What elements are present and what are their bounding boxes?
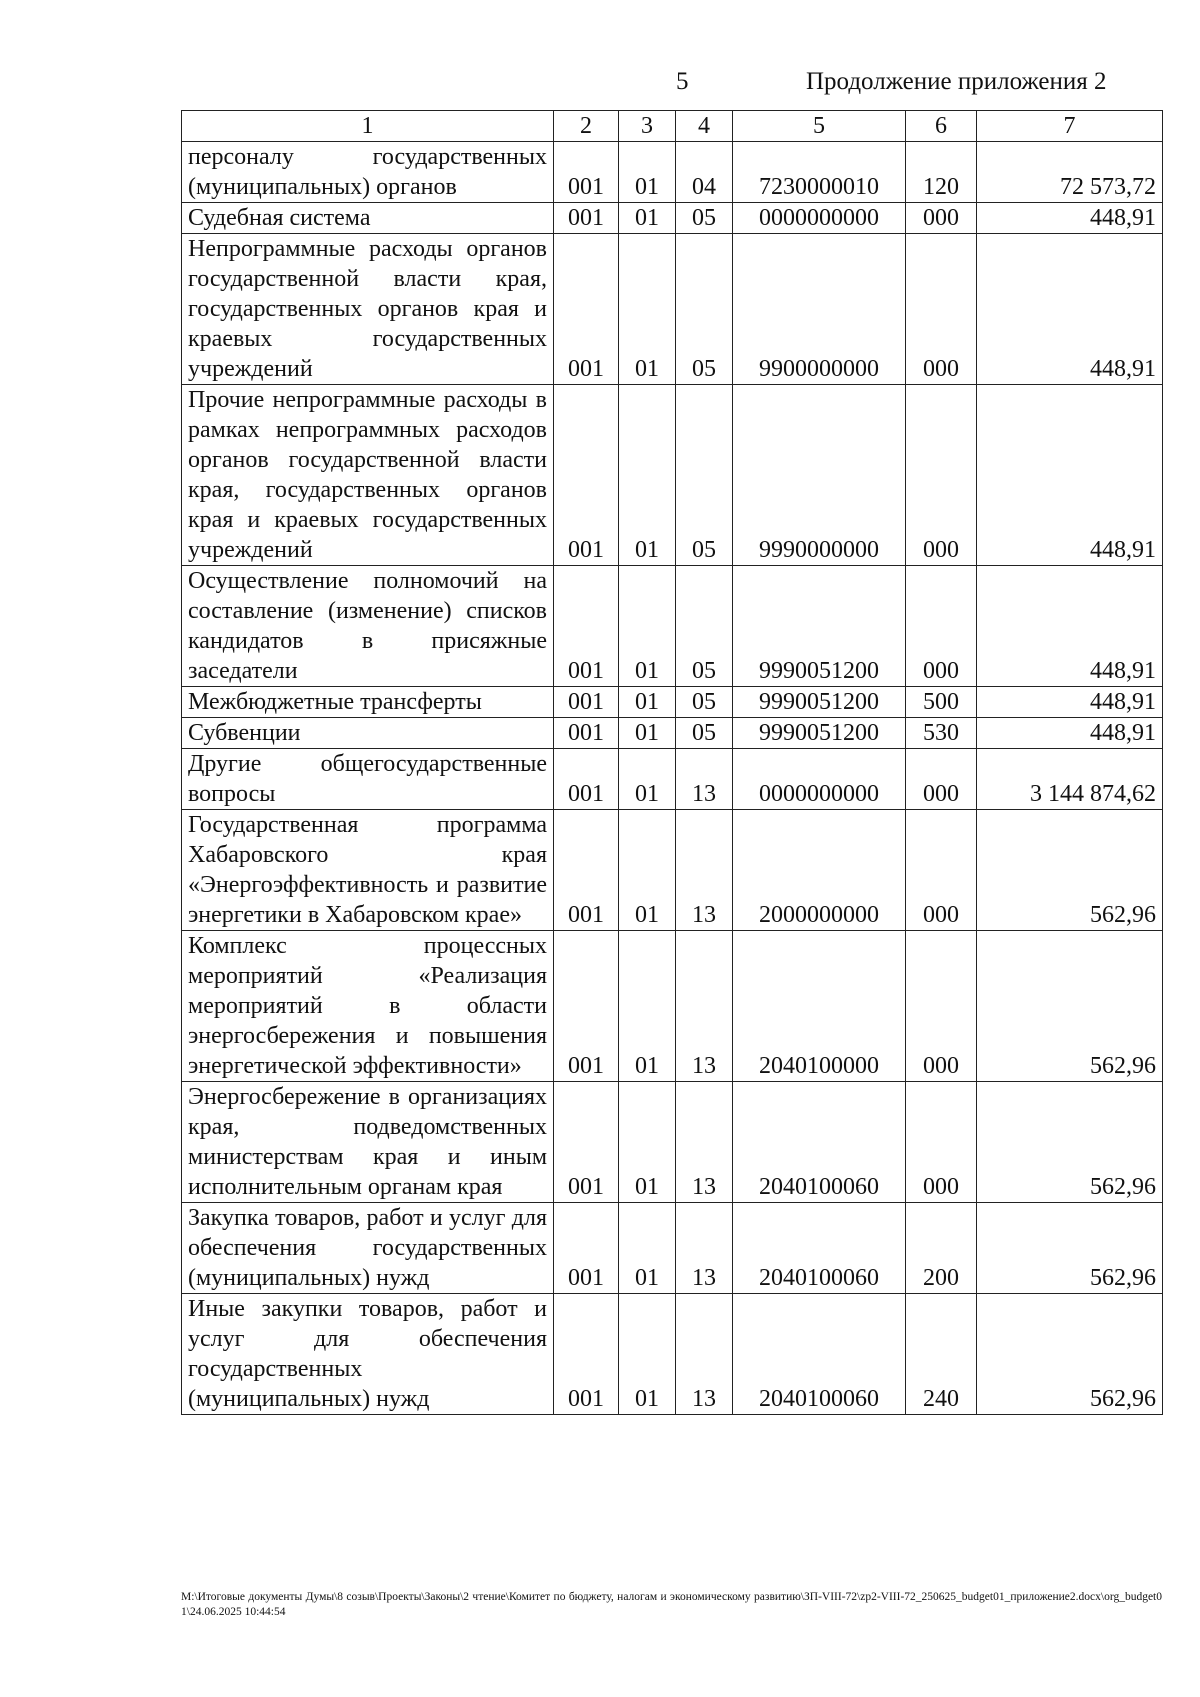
table-row (182, 687, 1163, 718)
row-amount: 562,96 (977, 810, 1163, 931)
budget-table (181, 110, 1163, 1415)
row-code-5: 0000000000 (733, 203, 906, 234)
row-code-6: 000 (906, 566, 977, 687)
row-description: Комплекс процессных мероприятий «Реализация мероприятий в области энергосбережения и повышения энергетической эффективности» (182, 931, 554, 1082)
row-code-6: 000 (906, 1082, 977, 1203)
row-code-4: 13 (676, 749, 733, 810)
row-code-3: 01 (619, 142, 676, 203)
row-code-5: 9990051200 (733, 566, 906, 687)
row-amount: 448,91 (977, 718, 1163, 749)
table-row (182, 234, 1163, 385)
row-code-3: 01 (619, 234, 676, 385)
table-row (182, 1082, 1163, 1203)
row-description: Закупка товаров, работ и услуг для обеспечения государственных (муниципальных) нужд (182, 1203, 554, 1294)
table-row (182, 142, 1163, 203)
row-code-4: 05 (676, 566, 733, 687)
row-description: Государственная программа Хабаровского края «Энергоэффективность и развитие энергетики в Хабаровском крае» (182, 810, 554, 931)
row-code-3: 01 (619, 749, 676, 810)
row-code-5: 2040100000 (733, 931, 906, 1082)
row-code-2: 001 (554, 203, 619, 234)
row-amount: 562,96 (977, 1082, 1163, 1203)
row-code-4: 05 (676, 687, 733, 718)
row-code-3: 01 (619, 687, 676, 718)
row-code-2: 001 (554, 566, 619, 687)
column-header: 6 (906, 111, 977, 142)
row-description: персоналу государственных (муниципальных) органов (182, 142, 554, 203)
row-code-3: 01 (619, 1082, 676, 1203)
row-code-4: 13 (676, 1294, 733, 1415)
row-description: Прочие непрограммные расходы в рамках непрограммных расходов органов государственной власти края, государственных органов края и краевых государственных учреждений (182, 385, 554, 566)
row-description: Судебная система (182, 203, 554, 234)
row-amount: 72 573,72 (977, 142, 1163, 203)
row-code-2: 001 (554, 810, 619, 931)
row-code-6: 200 (906, 1203, 977, 1294)
table-row (182, 749, 1163, 810)
row-code-6: 500 (906, 687, 977, 718)
continuation-label: Продолжение приложения 2 (806, 68, 1107, 95)
column-header: 2 (554, 111, 619, 142)
row-amount: 448,91 (977, 234, 1163, 385)
row-amount: 562,96 (977, 931, 1163, 1082)
row-code-4: 05 (676, 234, 733, 385)
row-code-2: 001 (554, 234, 619, 385)
row-code-5: 7230000010 (733, 142, 906, 203)
table-row (182, 931, 1163, 1082)
row-code-2: 001 (554, 385, 619, 566)
table-row (182, 810, 1163, 931)
row-code-5: 2040100060 (733, 1203, 906, 1294)
column-header: 4 (676, 111, 733, 142)
row-code-2: 001 (554, 142, 619, 203)
row-amount: 562,96 (977, 1294, 1163, 1415)
row-code-6: 240 (906, 1294, 977, 1415)
column-header: 3 (619, 111, 676, 142)
table-row (182, 718, 1163, 749)
table-row (182, 566, 1163, 687)
row-code-3: 01 (619, 385, 676, 566)
table-row (182, 385, 1163, 566)
row-code-2: 001 (554, 1082, 619, 1203)
table-header-row (182, 111, 1163, 142)
row-code-3: 01 (619, 566, 676, 687)
row-code-4: 13 (676, 1082, 733, 1203)
row-code-5: 9900000000 (733, 234, 906, 385)
row-code-2: 001 (554, 718, 619, 749)
row-code-2: 001 (554, 931, 619, 1082)
column-header: 7 (977, 111, 1163, 142)
row-code-3: 01 (619, 1294, 676, 1415)
row-amount: 448,91 (977, 203, 1163, 234)
row-code-2: 001 (554, 1294, 619, 1415)
row-amount: 562,96 (977, 1203, 1163, 1294)
row-description: Непрограммные расходы органов государственной власти края, государственных органов края и краевых государственных учреждений (182, 234, 554, 385)
file-path-footer: M:\Итоговые документы Думы\8 созыв\Проекты\Законы\2 чтение\Комитет по бюджету, налогам и экономическому развитию\ЗП-VIII-72\zp2-VIII-72_250625_budget01_приложение2.docx\org_budget01\24.06.2025 10:44:54 (181, 1591, 1162, 1618)
row-code-5: 2040100060 (733, 1294, 906, 1415)
row-code-4: 05 (676, 718, 733, 749)
row-code-5: 0000000000 (733, 749, 906, 810)
row-description: Иные закупки товаров, работ и услуг для обеспечения государственных (муниципальных) нужд (182, 1294, 554, 1415)
row-code-3: 01 (619, 203, 676, 234)
column-header: 5 (733, 111, 906, 142)
row-code-4: 05 (676, 385, 733, 566)
row-amount: 448,91 (977, 566, 1163, 687)
row-code-4: 05 (676, 203, 733, 234)
row-code-3: 01 (619, 718, 676, 749)
row-description: Субвенции (182, 718, 554, 749)
row-description: Другие общегосударственные вопросы (182, 749, 554, 810)
row-code-5: 9990051200 (733, 718, 906, 749)
row-code-3: 01 (619, 810, 676, 931)
row-code-4: 13 (676, 931, 733, 1082)
row-code-4: 04 (676, 142, 733, 203)
row-amount: 3 144 874,62 (977, 749, 1163, 810)
column-header: 1 (182, 111, 554, 142)
row-code-6: 530 (906, 718, 977, 749)
row-code-5: 2000000000 (733, 810, 906, 931)
row-code-2: 001 (554, 687, 619, 718)
row-description: Осуществление полномочий на составление (изменение) списков кандидатов в присяжные заседатели (182, 566, 554, 687)
row-description: Энергосбережение в организациях края, подведомственных министерствам края и иным исполнительным органам края (182, 1082, 554, 1203)
page-number: 5 (676, 68, 689, 95)
row-description: Межбюджетные трансферты (182, 687, 554, 718)
row-code-2: 001 (554, 749, 619, 810)
row-code-6: 120 (906, 142, 977, 203)
row-amount: 448,91 (977, 385, 1163, 566)
row-code-5: 2040100060 (733, 1082, 906, 1203)
table-row (182, 1203, 1163, 1294)
row-code-6: 000 (906, 385, 977, 566)
table-body (182, 142, 1163, 1415)
row-code-5: 9990000000 (733, 385, 906, 566)
row-amount: 448,91 (977, 687, 1163, 718)
row-code-6: 000 (906, 203, 977, 234)
row-code-6: 000 (906, 810, 977, 931)
row-code-6: 000 (906, 749, 977, 810)
row-code-6: 000 (906, 931, 977, 1082)
row-code-4: 13 (676, 1203, 733, 1294)
row-code-5: 9990051200 (733, 687, 906, 718)
row-code-4: 13 (676, 810, 733, 931)
row-code-6: 000 (906, 234, 977, 385)
row-code-2: 001 (554, 1203, 619, 1294)
row-code-3: 01 (619, 1203, 676, 1294)
table-row (182, 1294, 1163, 1415)
table-row (182, 203, 1163, 234)
row-code-3: 01 (619, 931, 676, 1082)
